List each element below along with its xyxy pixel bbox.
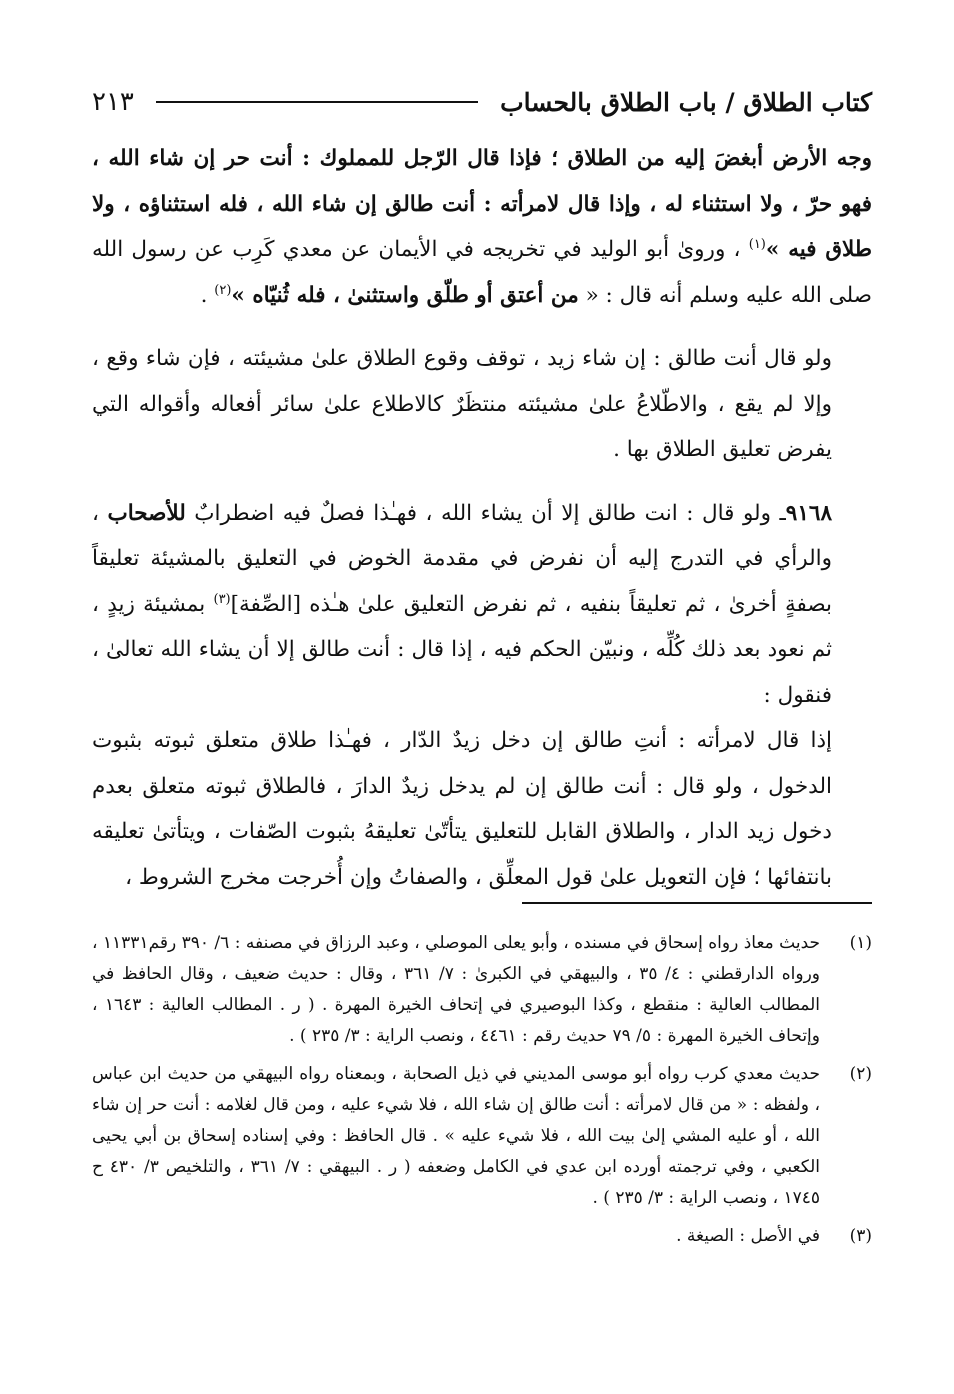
footnote-ref-1: (١)	[748, 236, 766, 252]
footnote-number: (١)	[849, 933, 872, 953]
footnote-text: حديث معاذ رواه إسحاق في مسنده ، وأبو يعلى الموصلي ، وعبد الرزاق في مصنفه : ٦/ ٣٩٠ رقم١١٣٣١ ، ورواه الدارقطني : ٤/ ٣٥ ، والبيهقي في الكبرىٰ : ٧/ ٣٦١ ، وقال : حديث ضعيف ، وقال الحافظ في المطالب العالية : منقطع ، وكذا البوصيري في إتحاف الخيرة المهرة . ( ر . المطالب العالية : ١٦٤٣ ، وإتحاف الخيرة المهرة : ٥/ ٧٩ حديث رقم : ٤٤٦١ ، ونصب الراية : ٣/ ٢٣٥ ) .	[92, 933, 821, 1046]
paragraph-text: ـ ولو قال : انت طالق إلا أن يشاء الله ، فهـٰذا فصلٌ فيه اضطرابٌ	[185, 500, 786, 526]
footnote-text: حديث معدي كرب رواه أبو موسى المديني في ذيل الصحابة ، وبمعناه رواه البيهقي من حديث ابن عباس ، ولفظه : « من قال لامرأته : أنت طالق إن شاء الله ، فلا شيء عليه ، ومن قال لغلامه : أنت حر إن شاء الله ، أو عليه المشي إلىٰ بيت الله ، فلا شيء عليه » . قال الحافظ : وفي إسناده إسحاق بن أبي يحيى الكعبي ، وفي ترجمته أورده ابن عدي في الكامل وضعفه ( ر . البيهقي : ٧/ ٣٦١ ، والتلخيص ٣/ ٤٣٠ ح ١٧٤٥ ، ونصب الراية : ٣/ ٢٣٥ ) .	[92, 1064, 821, 1208]
page-number: ٢١٣	[92, 87, 134, 117]
footnote-1	[92, 928, 872, 1052]
footnote-text: في الأصل : الصيغة .	[676, 1226, 820, 1246]
footnote-3	[92, 1221, 872, 1252]
header-rule	[156, 101, 478, 103]
paragraph-1	[92, 136, 872, 318]
hadith-text: من أعتق أو طلّق واستثنىٰ ، فله ثُنيّاه »	[231, 282, 579, 308]
paragraph-3	[92, 491, 872, 719]
footnote-separator	[522, 902, 872, 904]
main-text	[92, 136, 872, 900]
running-header	[92, 80, 872, 124]
header-title: كتاب الطلاق / باب الطلاق بالحساب	[500, 87, 872, 117]
footnote-number: (٢)	[849, 1064, 872, 1084]
footnote-ref-2: (٢)	[214, 282, 232, 298]
paragraph-4: إذا قال لامرأته : أنتِ طالق إن دخل زيدٌ الدّار ، فهـٰذا طلاق متعلق ثبوته بثبوت الدخول ، ولو قال : أنت طالق إن لم يدخل زيدٌ الدارَ ، فالطلاق ثبوته متعلق بعدم دخول زيد الدار ، والطلاق القابل للتعليق يتأتّىٰ تعليقهُ بثبوت الصّفات ، ويتأتىٰ تعليقه بانتفائها ؛ فإن التعويل علىٰ قول المعلِّق ، والصفاتُ وإن أُخرجت مخرج الشروط ،	[92, 728, 832, 890]
hadith-text: وجه الأرض أبغضَ إليه من الطلاق ؛ فإذا قال الرّجل للمملوك : أنت حر إن شاء الله ، فهو حرّ ، ولا استثناء له ، وإذا قال لامرأته : أنت طالق إن شاء الله ، فله استثناؤه ، ولا طلاق فيه »	[92, 146, 872, 262]
footnote-ref-3: (٣)	[213, 591, 231, 607]
paragraph-text: بمشيئة زيدٍ ، ثم نعود بعد ذلك كُلِّه ، ونبيّن الحكم فيه ، إذا قال : أنت طالق إلا أن يشاء الله تعالىٰ ، فنقول :	[92, 591, 832, 708]
footnotes	[92, 928, 872, 1259]
issue-number: ٩١٦٨	[785, 500, 832, 526]
bold-term: للأصحاب	[107, 500, 186, 526]
paragraph-2: ولو قال أنت طالق : إن شاء زيد ، توقف وقوع الطلاق علىٰ مشيئته ، فإن شاء وقع ، وإلا لم يقع ، والاطّلاعُ علىٰ مشيئته منتظَرٌ كالاطلاع علىٰ سائر أفعاله وأقواله التي يفرض تعليق الطلاق بها .	[92, 346, 832, 462]
paragraph-text: ، والرأي في التدرج إليه أن نفرض في مقدمة الخوض في التعليق بالمشيئة تعليقاً بصفةٍ أخرىٰ ، ثم تعليقاً بنفيه ، ثم نفرض التعليق علىٰ هـٰذه [الصِّفة]	[92, 500, 832, 617]
paragraph-text: .	[200, 282, 215, 308]
footnote-number: (٣)	[849, 1226, 872, 1246]
footnote-2	[92, 1059, 872, 1214]
paragraph-text: ، وروىٰ أبو الوليد في تخريجه في الأيمان عن معدي كَرِب عن رسول الله صلى الله عليه وسلم أنه قال : «	[92, 237, 872, 308]
